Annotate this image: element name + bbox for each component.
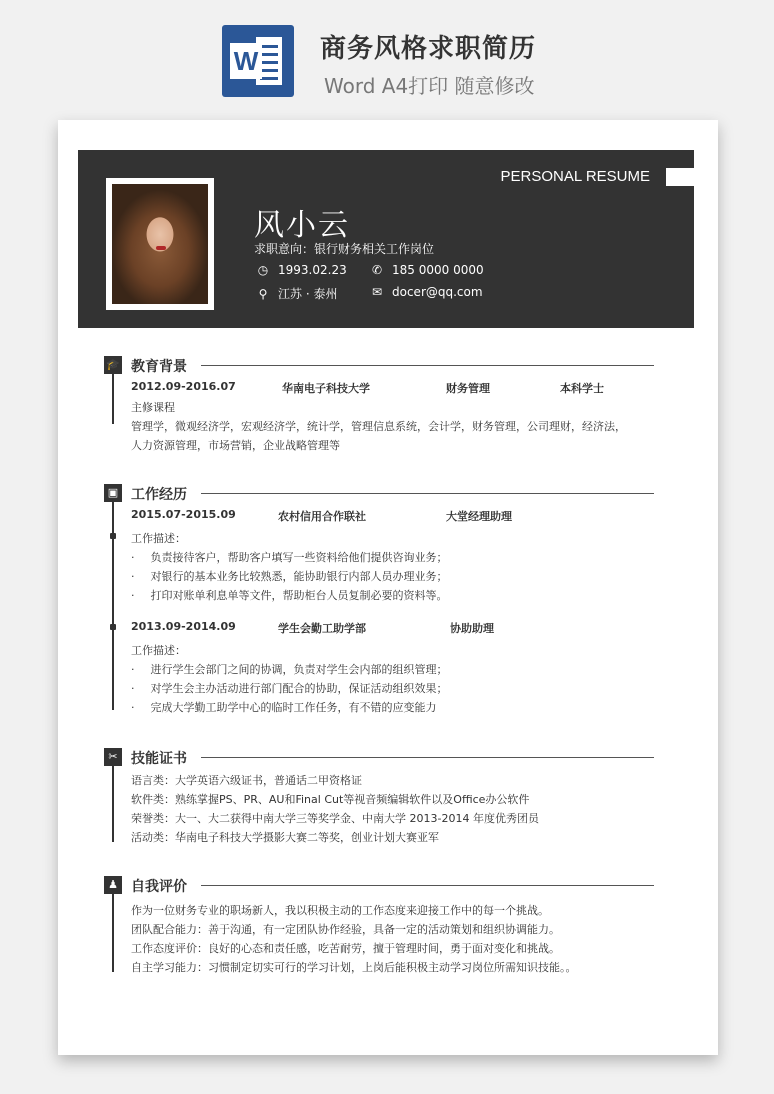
skill-line: 活动类：华南电子科技大学摄影大赛二等奖，创业计划大赛亚军 (131, 831, 439, 844)
email: docer@qq.com (392, 285, 483, 299)
word-logo-letter: W (230, 43, 262, 79)
self-evaluation-section (98, 876, 654, 976)
email-row (370, 285, 483, 299)
job-item: · 进行学生会部门之间的协调，负责对学生会内部的组织管理； (131, 663, 448, 676)
job-item: · 负责接待客户，帮助客户填写一些资料给他们提供咨询业务； (131, 551, 448, 564)
edu-courses-line: 人力资源管理，市场营销，企业战略管理等 (131, 439, 340, 452)
job-period: 2013.09-2014.09 (131, 620, 236, 633)
resume-page (58, 120, 718, 1055)
section-title: 自我评价 (131, 879, 187, 895)
person-icon: ♟ (104, 876, 122, 894)
job-desc-label: 工作描述： (131, 644, 186, 657)
section-title: 教育背景 (131, 359, 187, 375)
phone-row (370, 263, 484, 277)
job-item: · 对银行的基本业务比较熟悉，能协助银行内部人员办理业务； (131, 570, 448, 583)
job-org: 学生会勤工助学部 (278, 622, 366, 635)
location-row (256, 285, 337, 302)
banner-subtitle: Word A4打印 随意修改 (324, 74, 535, 98)
self-line: 自主学习能力：习惯制定切实可行的学习计划，上岗后能积极主动学习岗位所需知识技能。。 (131, 961, 577, 974)
work-section (98, 484, 654, 714)
edu-period: 2012.09-2016.07 (131, 380, 236, 393)
edu-major: 财务管理 (446, 382, 490, 395)
job-role: 大堂经理助理 (446, 510, 512, 523)
mail-icon: ✉ (371, 285, 383, 299)
skill-line: 语言类：大学英语六级证书，普通话二甲资格证 (131, 774, 362, 787)
birthday: 1993.02.23 (278, 263, 347, 277)
skills-section (98, 748, 654, 848)
resume-header (78, 150, 694, 328)
skill-line: 荣誉类：大一、大二获得中南大学三等奖学金、中南大学 2013-2014 年度优秀团员 (131, 812, 539, 825)
tools-icon: ✂ (104, 748, 122, 766)
profile-photo (112, 184, 208, 304)
edu-school: 华南电子科技大学 (282, 382, 370, 395)
job-desc-label: 工作描述： (131, 532, 186, 545)
job-item: · 对学生会主办活动进行部门配合的协助，保证活动组织效果； (131, 682, 448, 695)
graduation-cap-icon: 🎓 (104, 356, 122, 374)
edu-courses-label: 主修课程 (131, 401, 175, 414)
job-item: · 完成大学勤工助学中心的临时工作任务，有不错的应变能力 (131, 701, 437, 714)
self-line: 作为一位财务专业的职场新人，我以积极主动的工作态度来迎接工作中的每一个挑战。 (131, 904, 549, 917)
self-line: 工作态度评价：良好的心态和责任感，吃苦耐劳，擅于管理时间，勇于面对变化和挑战。 (131, 942, 560, 955)
education-section (98, 356, 654, 456)
location: 江苏 · 泰州 (278, 287, 338, 301)
section-title: 技能证书 (131, 751, 187, 767)
banner-title: 商务风格求职简历 (320, 34, 537, 64)
tag-block (666, 168, 694, 186)
resume-tag: PERSONAL RESUME (500, 168, 650, 185)
candidate-name: 风小云 (254, 208, 350, 243)
profile-photo-frame (106, 178, 214, 310)
self-line: 团队配合能力：善于沟通，有一定团队协作经验，具备一定的活动策划和组织协调能力。 (131, 923, 560, 936)
job-objective: 求职意向：银行财务相关工作岗位 (254, 242, 435, 256)
job-org: 农村信用合作联社 (278, 510, 366, 523)
edu-courses-line: 管理学，微观经济学，宏观经济学，统计学，管理信息系统，会计学，财务管理，公司理财，经济法， (131, 420, 626, 433)
section-title: 工作经历 (131, 487, 187, 503)
briefcase-icon: ▣ (104, 484, 122, 502)
phone: 185 0000 0000 (392, 263, 484, 277)
job-item: · 打印对账单利息单等文件，帮助柜台人员复制必要的资料等。 (131, 589, 448, 602)
birthday-row (256, 263, 347, 277)
phone-icon: ✆ (371, 263, 383, 277)
location-pin-icon: ⚲ (258, 287, 268, 301)
job-period: 2015.07-2015.09 (131, 508, 236, 521)
edu-degree: 本科学士 (560, 382, 604, 395)
skill-line: 软件类：熟练掌握PS、PR、AU和Final Cut等视音频编辑软件以及Office办公软件 (131, 793, 530, 806)
job-role: 协助助理 (450, 622, 494, 635)
top-banner (0, 0, 774, 118)
word-icon (222, 25, 294, 97)
clock-icon: ◷ (257, 263, 269, 277)
